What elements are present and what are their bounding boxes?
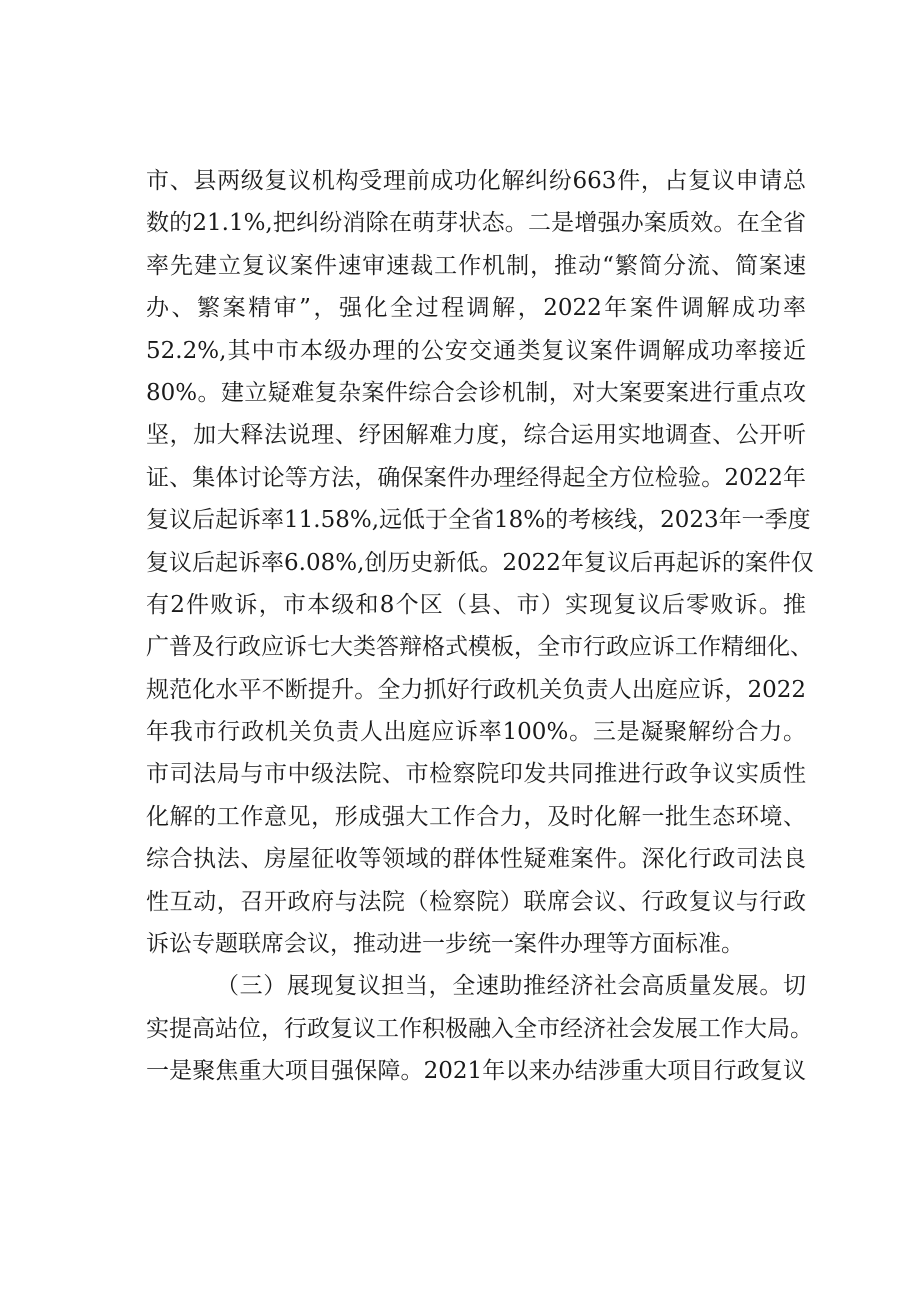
- text-line-9: 复议后起诉率11.58%,远低于全省18%的考核线，2023年一季度: [146, 507, 811, 534]
- text-line-12: 广普及行政应诉七大类答辩格式模板，全市行政应诉工作精细化、: [146, 634, 813, 661]
- text-line-16: 化解的工作意见，形成强大工作合力，及时化解一批生态环境、: [146, 803, 806, 830]
- text-line-11: 有2件败诉，市本级和8个区（县、市）实现复议后零败诉。推: [146, 591, 806, 618]
- text-line-21: 实提高站位，行政复议工作积极融入全市经济社会发展工作大局。: [146, 1015, 813, 1042]
- body-text: [146, 160, 814, 1093]
- text-line-3: 率先建立复议案件速审速裁工作机制，推动“繁简分流、简案速: [146, 252, 806, 279]
- text-line-1: 市、县两级复议机构受理前成功化解纠纷663件，占复议申请总: [146, 168, 806, 194]
- text-line-18: 性互动，召开政府与法院（检察院）联席会议、行政复议与行政: [146, 888, 806, 915]
- text-line-2: 数的21.1%,把纠纷消除在萌芽状态。二是增强办案质效。在全省: [146, 210, 806, 237]
- text-line-6: 80%。建立疑难复杂案件综合会诊机制，对大案要案进行重点攻: [146, 379, 806, 406]
- text-line-19: 诉讼专题联席会议，推动进一步统一案件办理等方面标准。: [146, 931, 744, 958]
- text-line-7: 坚，加大释法说理、纾困解难力度，综合运用实地调查、公开听: [146, 422, 806, 449]
- text-line-4: 办、繁案精审”，强化全过程调解，2022年案件调解成功率: [146, 295, 806, 322]
- text-line-5: 52.2%,其中市本级办理的公安交通类复议案件调解成功率接近: [146, 337, 806, 364]
- text-line-22: 一是聚焦重大项目强保障。2021年以来办结涉重大项目行政复议: [146, 1058, 806, 1085]
- text-line-17: 综合执法、房屋征收等领域的群体性疑难案件。深化行政司法良: [146, 846, 806, 873]
- section-heading-line: （三）展现复议担当，全速助推经济社会高质量发展。切: [216, 973, 806, 1000]
- text-line-8: 证、集体讨论等方法，确保案件办理经得起全方位检验。2022年: [146, 464, 806, 491]
- text-line-13: 规范化水平不断提升。全力抓好行政机关负责人出庭应诉，2022: [146, 676, 806, 703]
- text-line-15: 市司法局与市中级法院、市检察院印发共同推进行政争议实质性: [146, 761, 806, 788]
- text-line-10: 复议后起诉率6.08%,创历史新低。2022年复议后再起诉的案件仅: [146, 549, 814, 576]
- text-line-14: 年我市行政机关负责人出庭应诉率100%。三是凝聚解纷合力。: [146, 719, 806, 746]
